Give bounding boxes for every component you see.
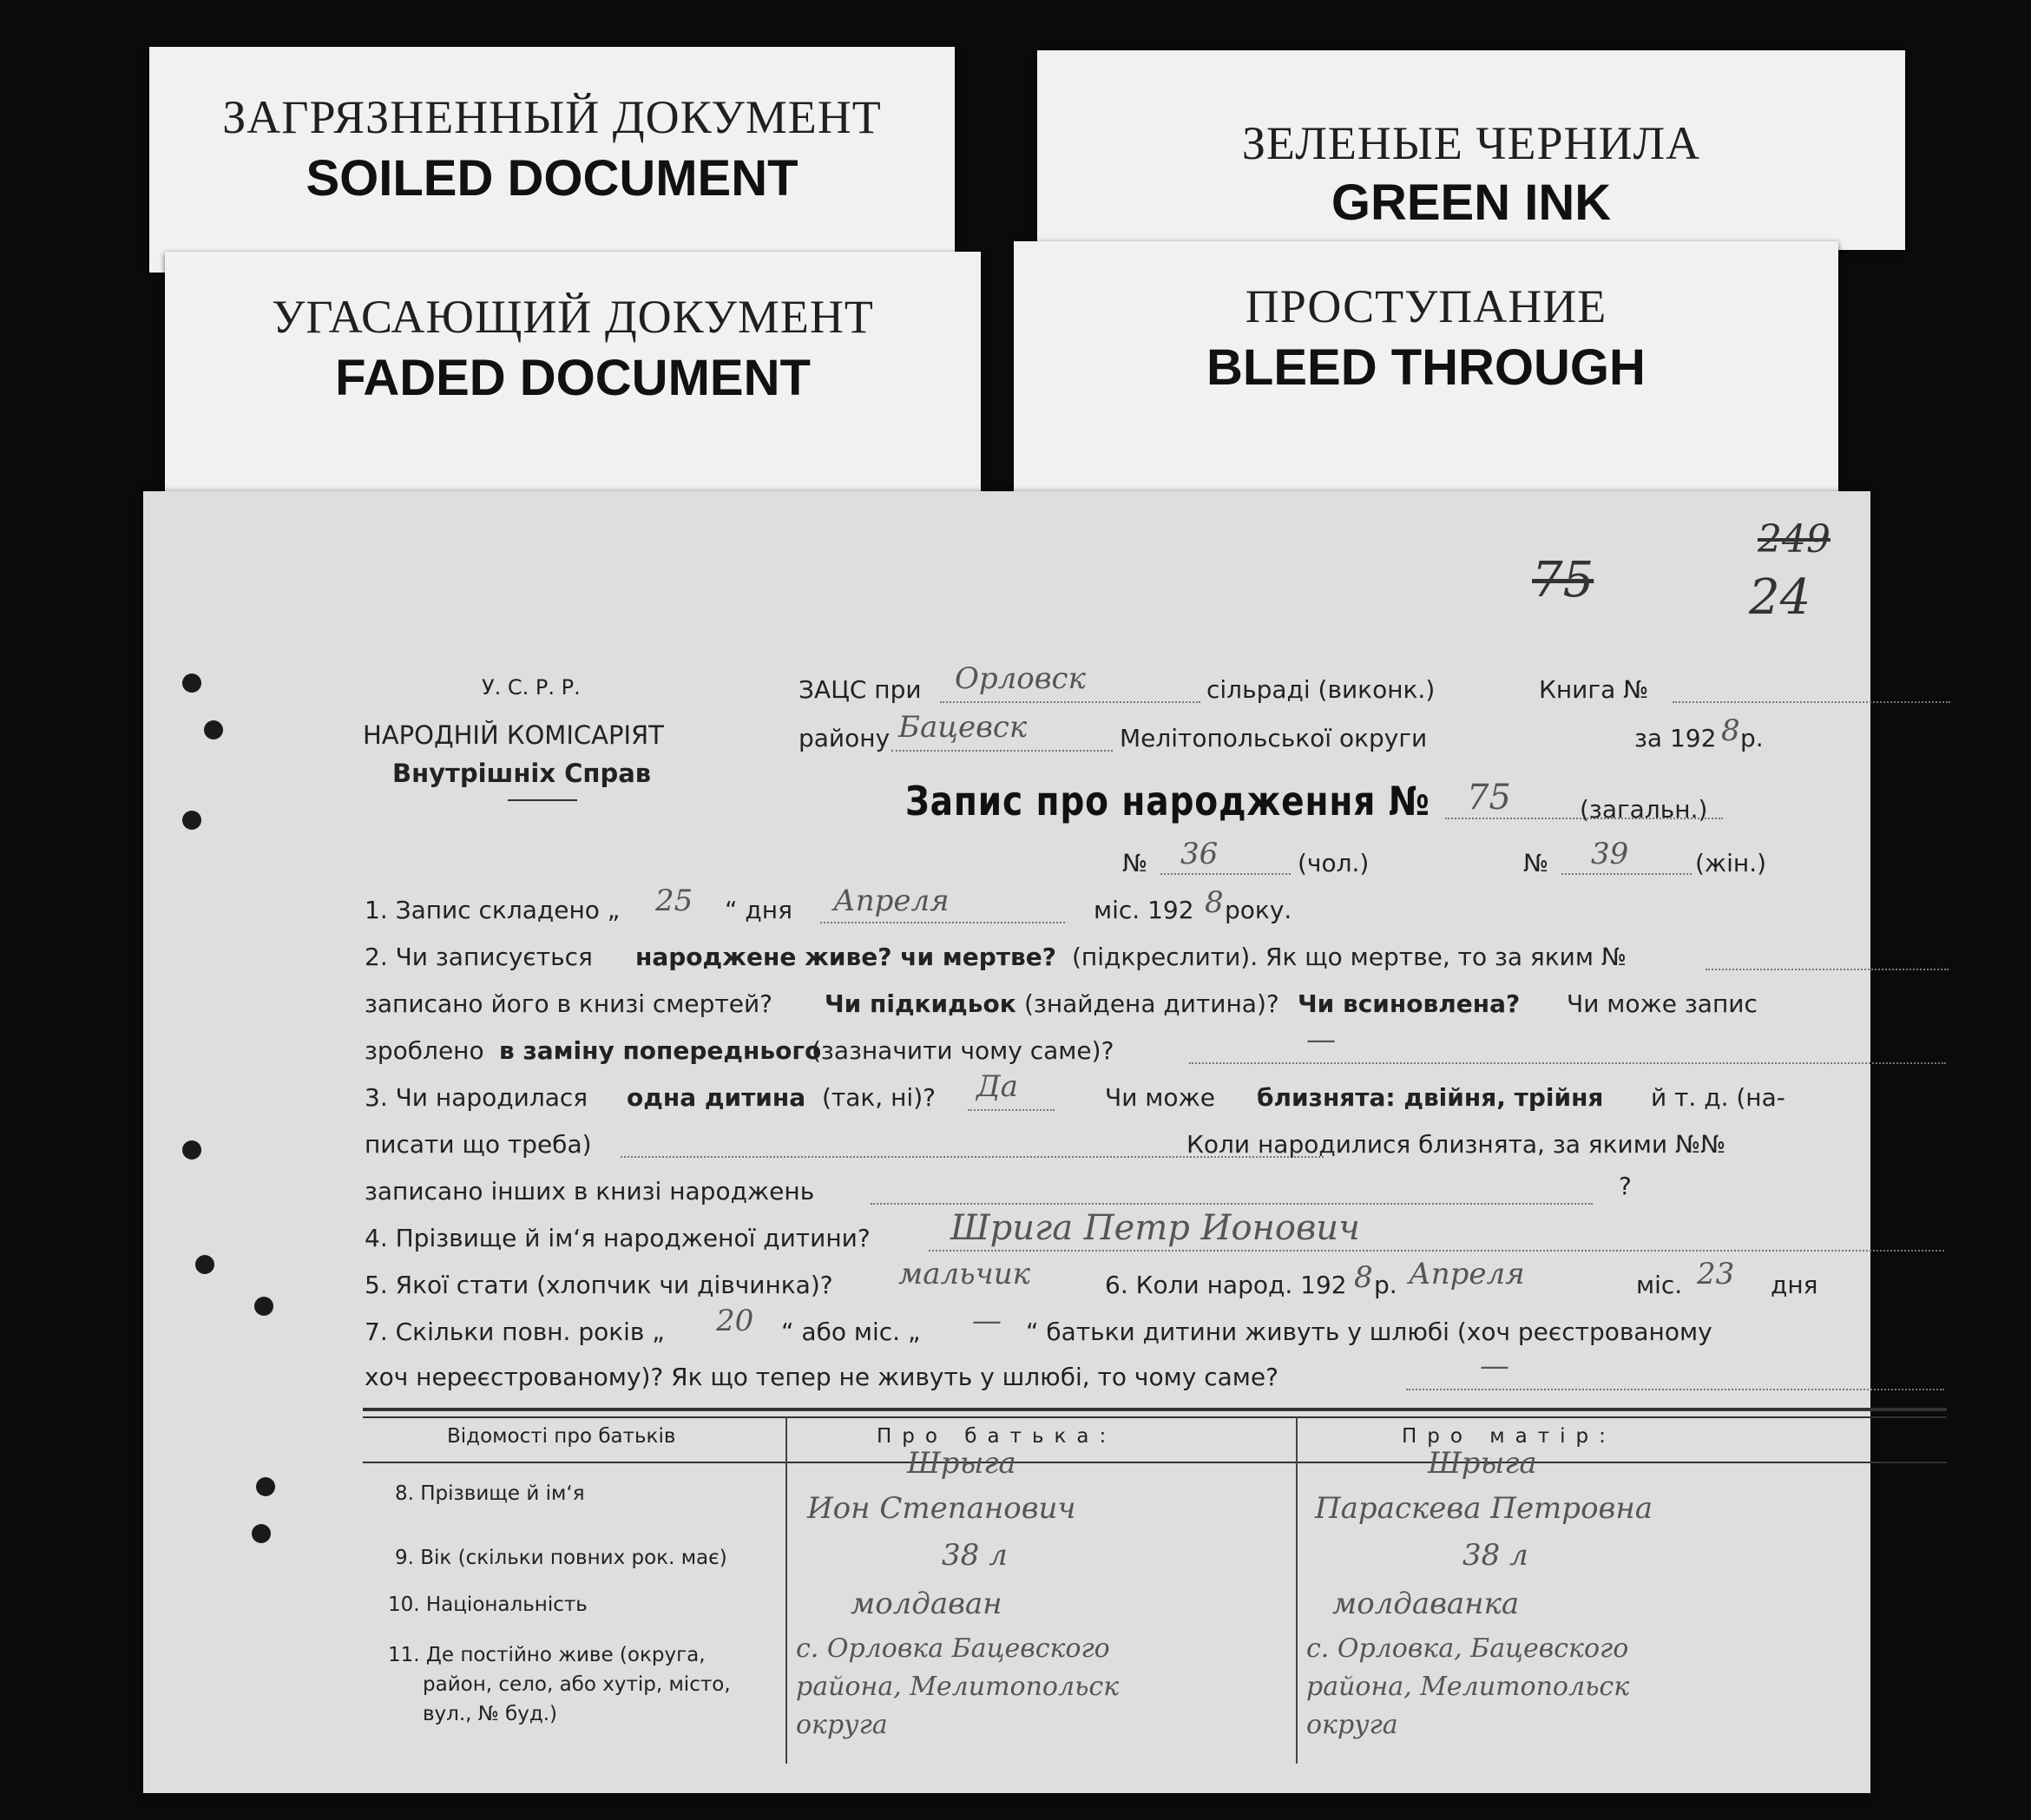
row-name-label: 8. Прізвище й ім‘я bbox=[395, 1482, 585, 1505]
punch-hole bbox=[182, 673, 201, 693]
faded-document-card bbox=[165, 252, 981, 512]
year-label: за 192 bbox=[1634, 724, 1717, 752]
punch-hole bbox=[182, 1140, 201, 1160]
mother-age: 38 л bbox=[1462, 1538, 1528, 1573]
table-top-rule bbox=[363, 1408, 1947, 1411]
bleed-through-card bbox=[1014, 241, 1838, 502]
q5-label: 5. Якої стати (хлопчик чи дівчинка)? bbox=[365, 1271, 833, 1299]
father-name: Ион Степанович bbox=[807, 1491, 1076, 1526]
q3-line1-c: (так, ні)? bbox=[822, 1083, 936, 1112]
female-no-line bbox=[1561, 873, 1692, 875]
q2-line1-c: (підкреслити). Як що мертве, то за яким № bbox=[1072, 943, 1627, 971]
punch-hole bbox=[254, 1297, 273, 1316]
village-value: Орловск bbox=[955, 661, 1086, 696]
q2-line1-b: народжене живе? чи мертве? bbox=[635, 943, 1056, 971]
q2-line2-d: Чи всиновлена? bbox=[1298, 989, 1521, 1018]
q1-month: Апреля bbox=[833, 884, 950, 918]
q7-line1-a: 7. Скільки повн. років „ bbox=[365, 1317, 665, 1346]
table-top-rule bbox=[363, 1416, 1947, 1418]
q3-line1-d: Чи може bbox=[1105, 1083, 1215, 1112]
q2-reason-line bbox=[1189, 1062, 1946, 1064]
table-header-father: Про батька: bbox=[877, 1425, 1117, 1448]
q1-year-suffix: року. bbox=[1225, 896, 1292, 924]
q6-year-suffix: р. bbox=[1374, 1271, 1397, 1299]
district-value: Бацевск bbox=[898, 710, 1028, 745]
q2-line2-e: Чи може запис bbox=[1567, 989, 1758, 1018]
year-value: 8 bbox=[1721, 713, 1740, 748]
q3-others-line bbox=[871, 1203, 1593, 1205]
divider bbox=[508, 799, 577, 801]
okruga-label: Мелітопольської округи bbox=[1120, 724, 1428, 752]
record-number: 75 bbox=[1467, 778, 1511, 818]
zags-label: ЗАЦС при bbox=[799, 675, 922, 704]
q4-label: 4. Прізвище й ім‘я народженої дитини? bbox=[365, 1224, 871, 1252]
father-surname: Шрыга bbox=[907, 1446, 1016, 1481]
q7-line1-c: “ батьки дитини живуть у шлюбі (хоч реєстрованому bbox=[1026, 1317, 1712, 1346]
row-address-label-2: район, село, або хутір, місто, bbox=[423, 1673, 731, 1696]
q7-line2: хоч нереєстрованому)? Як що тепер не живуть у шлюбі, то чому саме? bbox=[365, 1363, 1278, 1391]
punch-hole bbox=[204, 720, 223, 739]
male-no-line bbox=[1160, 873, 1291, 875]
book-label: Книга № bbox=[1539, 675, 1649, 704]
table-header-mother: Про матір: bbox=[1402, 1425, 1616, 1448]
soiled-document-card bbox=[149, 47, 955, 273]
district-line bbox=[891, 750, 1113, 752]
q7-line1-b: “ або міс. „ bbox=[781, 1317, 921, 1346]
table-column-rule bbox=[785, 1416, 787, 1764]
q6-month-label: міс. bbox=[1636, 1271, 1683, 1299]
q2-line3-c: (зазначити чому саме)? bbox=[812, 1036, 1114, 1065]
commissariat-label: НАРОДНІЙ КОМІСАРІЯТ bbox=[363, 720, 664, 750]
q3-line2-b: Коли народилися близнята, за якими №№ bbox=[1186, 1130, 1726, 1159]
male-no-label: № bbox=[1122, 849, 1148, 877]
soiled-ru-label: ЗАГРЯЗНЕННЫЙ ДОКУМЕНТ bbox=[222, 91, 882, 143]
table-header-rule bbox=[363, 1462, 1947, 1463]
q6-month: Апреля bbox=[1409, 1257, 1525, 1291]
punch-hole bbox=[252, 1524, 271, 1543]
q2-reason-value: — bbox=[1306, 1022, 1336, 1057]
record-title: Запис про народження № bbox=[905, 778, 1430, 825]
q1-month-line bbox=[820, 922, 1065, 923]
q7-months: — bbox=[972, 1304, 1002, 1338]
male-no-suffix: (чол.) bbox=[1298, 849, 1370, 877]
father-nationality: молдаван bbox=[851, 1587, 1002, 1621]
q4-child-name: Шрига Петр Ионович bbox=[950, 1208, 1360, 1248]
q5-sex: мальчик bbox=[898, 1257, 1030, 1291]
faded-ru-label: УГАСАЮЩИЙ ДОКУМЕНТ bbox=[272, 291, 874, 343]
record-number-suffix: (загальн.) bbox=[1580, 795, 1708, 824]
q2-line2-a: записано його в книзі смертей? bbox=[365, 989, 773, 1018]
mother-address-1: с. Орловка, Бацевского bbox=[1306, 1633, 1629, 1664]
row-age-label: 9. Вік (скільки повних рок. має) bbox=[395, 1547, 727, 1569]
row-address-label-3: вул., № буд.) bbox=[423, 1703, 558, 1725]
father-age: 38 л bbox=[942, 1538, 1008, 1573]
q2-line2-c: (знайдена дитина)? bbox=[1024, 989, 1279, 1018]
mother-name: Параскева Петровна bbox=[1315, 1491, 1653, 1526]
q2-line1-a: 2. Чи записується bbox=[365, 943, 593, 971]
female-no-suffix: (жін.) bbox=[1695, 849, 1767, 877]
q1-year-label: міс. 192 bbox=[1094, 896, 1194, 924]
birth-record-sheet bbox=[143, 491, 1870, 1793]
punch-hole bbox=[256, 1477, 275, 1496]
q1-day: 25 bbox=[655, 884, 693, 918]
mother-address-2: района, Мелитопольск bbox=[1306, 1672, 1630, 1702]
q1-year: 8 bbox=[1205, 885, 1224, 920]
q6-year: 8 bbox=[1354, 1260, 1373, 1295]
q3-line1-f: й т. д. (на- bbox=[1651, 1083, 1785, 1112]
pencil-mark: 249 bbox=[1758, 517, 1831, 562]
republic-label: У. С. Р. Р. bbox=[482, 675, 581, 700]
bleed-en-label: BLEED THROUGH bbox=[1206, 339, 1646, 396]
punch-hole bbox=[182, 811, 201, 830]
q6-day-label: дня bbox=[1771, 1271, 1818, 1299]
male-no-value: 36 bbox=[1180, 837, 1219, 871]
green-en-label: GREEN INK bbox=[1331, 174, 1612, 231]
bleed-ru-label: ПРОСТУПАНИЕ bbox=[1245, 280, 1607, 332]
district-label: району bbox=[799, 724, 891, 752]
q3-line3-a: записано інших в книзі народжень bbox=[365, 1177, 815, 1206]
table-column-rule bbox=[1296, 1416, 1298, 1764]
father-address-2: района, Мелитопольск bbox=[796, 1672, 1120, 1702]
q3-line1-a: 3. Чи народилася bbox=[365, 1083, 588, 1112]
table-header-info: Відомості про батьків bbox=[447, 1425, 676, 1448]
village-council-label: сільраді (виконк.) bbox=[1206, 675, 1436, 704]
soiled-en-label: SOILED DOCUMENT bbox=[306, 150, 799, 207]
village-line bbox=[940, 701, 1200, 703]
q3-line1-b: одна дитина bbox=[627, 1083, 806, 1112]
q6-label: 6. Коли народ. 192 bbox=[1105, 1271, 1347, 1299]
mother-nationality: молдаванка bbox=[1332, 1587, 1520, 1621]
father-address-3: округа bbox=[796, 1710, 888, 1740]
q3-line1-e: близнята: двійня, трійня bbox=[1257, 1083, 1604, 1112]
punch-hole bbox=[195, 1255, 214, 1274]
q3-single-line bbox=[968, 1109, 1055, 1111]
row-address-label-1: 11. Де постійно живе (округа, bbox=[388, 1644, 706, 1666]
q7-reason-value: — bbox=[1480, 1349, 1509, 1383]
q7-reason-line bbox=[1406, 1389, 1944, 1390]
green-ru-label: ЗЕЛЕНЫЕ ЧЕРНИЛА bbox=[1241, 117, 1701, 169]
row-nationality-label: 10. Національність bbox=[388, 1593, 588, 1616]
q3-line3-b: ? bbox=[1619, 1172, 1632, 1200]
q6-day: 23 bbox=[1697, 1257, 1735, 1291]
q1-label: 1. Запис складено „ bbox=[365, 896, 621, 924]
green-ink-card bbox=[1037, 50, 1905, 250]
q4-name-line bbox=[929, 1250, 1944, 1252]
q2-line2-b: Чи підкидьок bbox=[825, 989, 1016, 1018]
q2-line3-a: зроблено bbox=[365, 1036, 484, 1065]
q2-line3-b: в заміну попереднього bbox=[499, 1036, 822, 1065]
q1-day-label: “ дня bbox=[725, 896, 792, 924]
mother-surname: Шрыга bbox=[1428, 1446, 1537, 1481]
q3-line2-a: писати що треба) bbox=[365, 1130, 592, 1159]
q2-no-line bbox=[1706, 969, 1949, 970]
pencil-mark: 75 bbox=[1532, 552, 1594, 608]
female-no-label: № bbox=[1523, 849, 1549, 877]
pencil-mark: 24 bbox=[1749, 569, 1811, 626]
q7-years: 20 bbox=[716, 1304, 754, 1338]
father-address-1: с. Орловка Бацевского bbox=[796, 1633, 1110, 1664]
mother-address-3: округа bbox=[1306, 1710, 1398, 1740]
department-label: Внутрішніх Справ bbox=[392, 759, 652, 788]
q3-single-value: Да bbox=[976, 1069, 1018, 1104]
year-suffix: р. bbox=[1740, 724, 1764, 752]
book-line bbox=[1673, 701, 1950, 703]
female-no-value: 39 bbox=[1591, 837, 1629, 871]
faded-en-label: FADED DOCUMENT bbox=[335, 350, 811, 406]
